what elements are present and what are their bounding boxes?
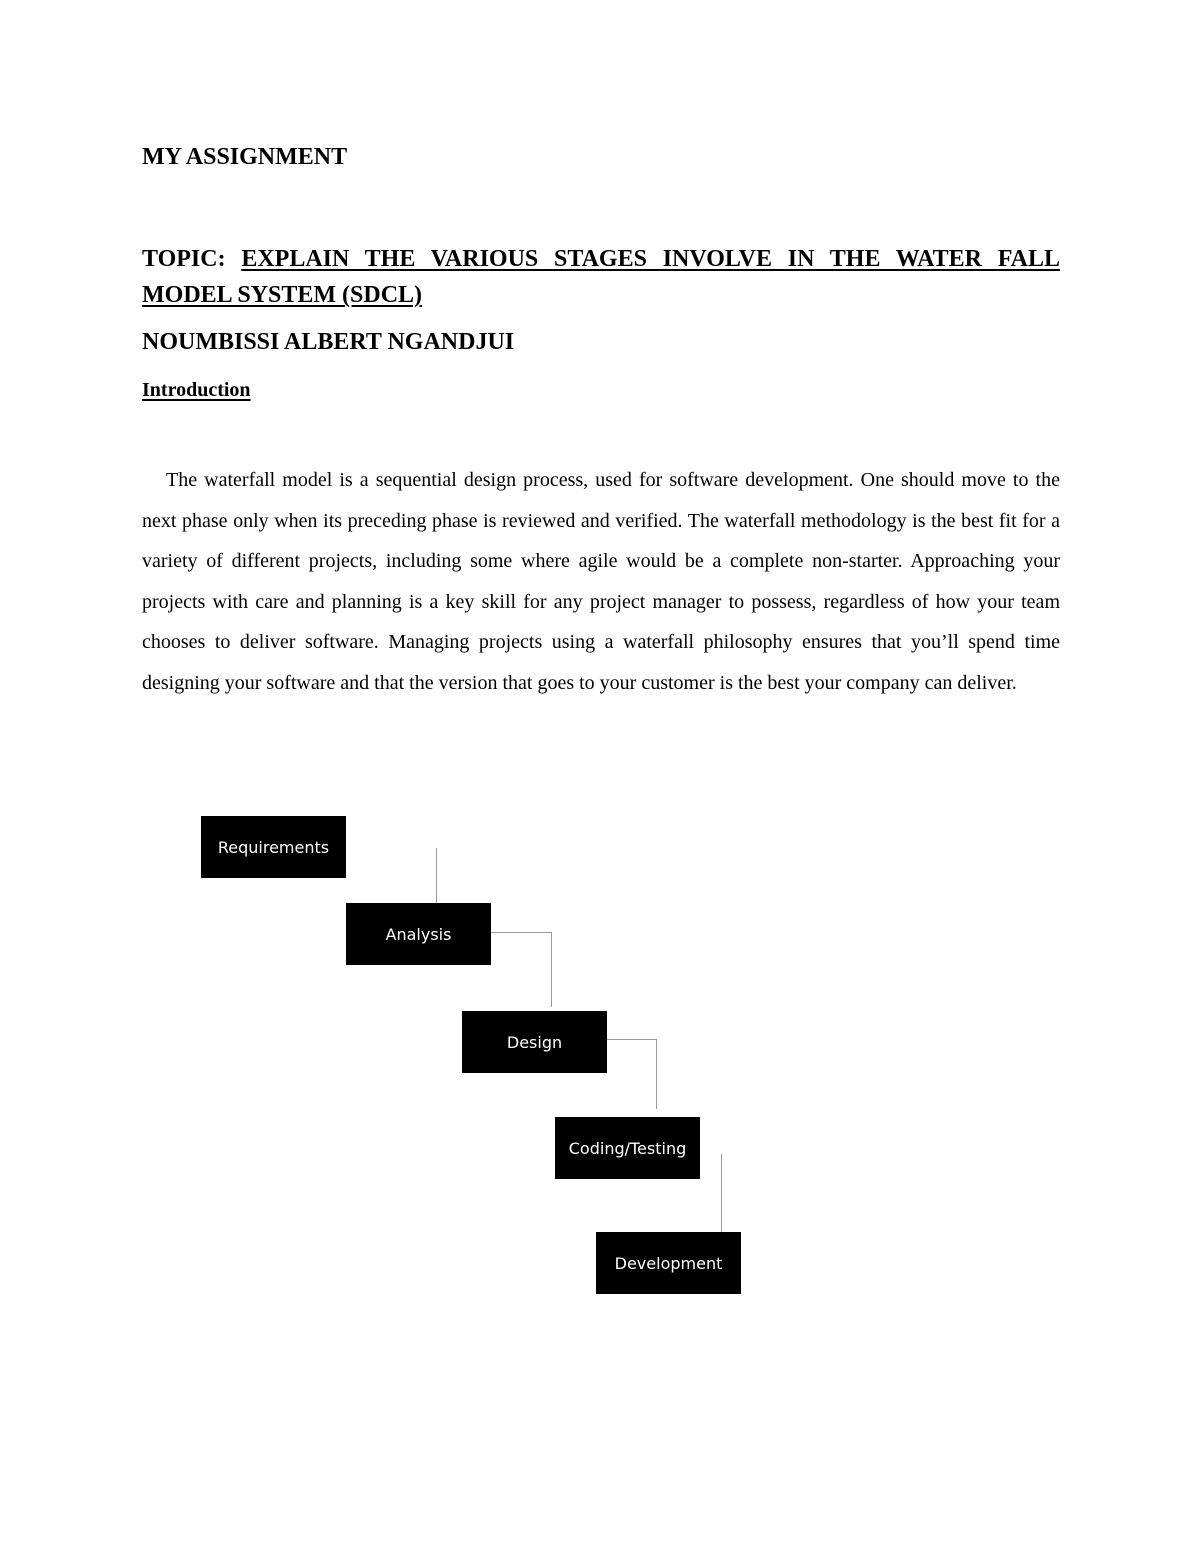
connector-requirements-analysis-vertical xyxy=(436,848,437,904)
connector-analysis-design-horizontal xyxy=(490,932,552,933)
intro-paragraph: The waterfall model is a sequential design process, used for software development. One should move to the next phase only when its preceding phase is reviewed and verified. The waterfall methodology is the best fit for a variety of different projects, including some where agile would be a complete non-starter. Approaching your projects with care and planning is a key skill for any project manager to possess, regardless of how your team chooses to deliver software. Managing projects using a waterfall philosophy ensures that you’ll spend time designing your software and that the version that goes to your customer is the best your company can deliver. xyxy=(142,469,1060,694)
connector-analysis-design-vertical xyxy=(551,932,552,1007)
connector-design-coding-vertical xyxy=(656,1039,657,1109)
stage-requirements: Requirements xyxy=(201,816,346,878)
topic-prefix: TOPIC: xyxy=(142,246,242,272)
connector-design-coding-horizontal xyxy=(606,1039,656,1040)
stage-design: Design xyxy=(462,1011,607,1073)
connector-coding-development-vertical xyxy=(721,1154,722,1232)
stage-development: Development xyxy=(596,1232,741,1294)
document-title: MY ASSIGNMENT xyxy=(142,144,348,170)
author-name: NOUMBISSI ALBERT NGANDJUI xyxy=(142,329,515,355)
topic-text: EXPLAIN THE VARIOUS STAGES INVOLVE IN THE WATER FALL MODEL SYSTEM (SDCL) xyxy=(142,246,1060,308)
topic-line xyxy=(142,241,1060,313)
stage-coding-testing: Coding/Testing xyxy=(555,1117,700,1179)
intro-heading: Introduction xyxy=(142,379,251,401)
stage-analysis: Analysis xyxy=(346,903,491,965)
